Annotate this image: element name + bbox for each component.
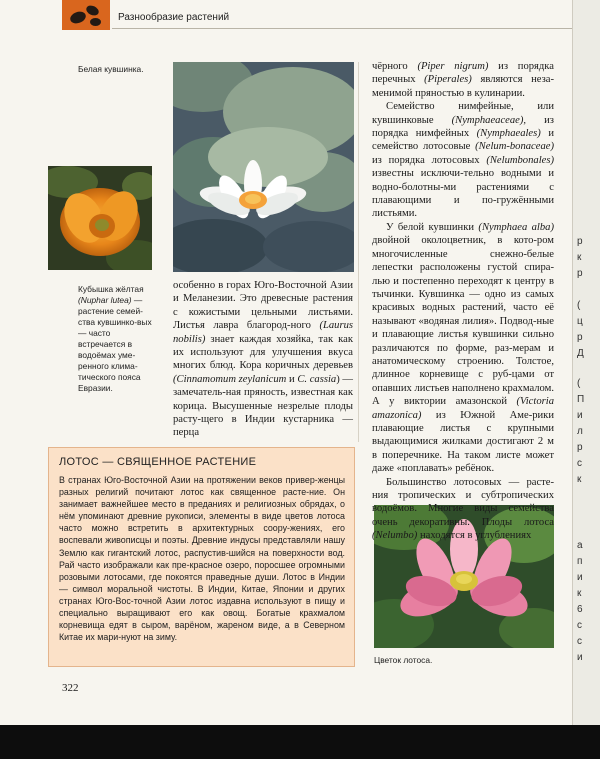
text-run: из порядка перечных [372,61,554,86]
fragment: и [577,572,583,583]
text-run: чёрного [372,61,418,72]
text-run: и [286,373,298,385]
fragment: и [577,652,583,663]
page-number: 322 [62,682,79,694]
right-text-column [372,60,554,543]
fragment: р [577,268,583,279]
text-run-italic: (Nymphaeales) [476,128,541,140]
caption-run: — растение семей-ства кувшинко-вых — часто встречается в водоёмах уме-ренного клима-тического пояса Евразии. [78,295,152,393]
text-run-italic: (Nelum-bonaceae) [475,141,554,153]
fragment: п [577,556,583,567]
paragraph [173,279,353,440]
fragment: с [577,620,582,631]
middle-text-column [173,279,353,440]
sidebar-body: В странах Юго-Восточной Азии на протяжении веков привер-женцы разных религий почитают лотос как священное расте-ние. Он занимает важнейшее место в преданиях и религиозных обрядах, о нём упоминают древние рукописи, элементы в виде цветов лотоса часто можно встретить в архитектурных соору-жениях, его воспевали живописцы и поэты. Древние индусы представляли нашу Землю как гигантский лотос, распустив-шийся на поверхности вод. Рай часто изображали как пре-красное озеро, поросшее огромными розовыми лотосами, где покоятся праведные души. Лотос в Индии — символ моральной чистоты. В Индии, Китае, Японии и других странах Юго-Вос-точной Азии лотос издавна используют в пищу и специально выращивают его как овощ. Богатые крахмалом корневища едят в сыром, варёном, жареном виде, а в Северном Китае их мари-нуют на зиму. [59,475,345,643]
fragment: л [577,426,583,437]
chapter-title: Разнообразие растений [118,12,230,23]
text-run-italic: C. cassia [297,373,337,385]
text-run: знает каждая хозяйка, так как их используют для улучшения вкуса многих блюд. Кора коричных деревьев [173,333,353,372]
white-water-lily-photo [173,62,354,272]
text-run: известны исключи-тельно водными и водно-болотны-ми растениями с плавающими и по-гружёнными листьями. [372,168,554,220]
text-run-italic: (Nymphaea alba) [478,221,554,233]
text-run-italic: (Piperales) [424,74,472,86]
fragment: к [577,252,582,263]
header-rule [112,28,572,29]
text-run: Семейство нимфейные, или кувшинковые [372,101,554,126]
text-run: находятся в углублениях [417,530,532,542]
text-run: и семейство лотосовые [372,128,555,153]
text-run-italic: (Nelumbo) [372,530,418,542]
text-run: У белой кувшинки [386,221,479,233]
scan-edge [0,725,600,759]
text-run: ) — замечатель-ная пряность, известная как корица. Высушенные незрелые плоды расту-щего в Индии кустарника — перца [173,373,353,439]
seed-icon [69,10,88,26]
text-run: из порядка лотосовых [372,154,487,166]
yellow-lily-caption [78,284,158,394]
fragment: к [577,474,582,485]
text-run: двойной околоцветник, в кото-ром многочисленные снежно-белые лепестки расположены густой спира-лью и постепенно переходят к центру в тычинки. Кувшинка — одно из самых красивых водных растений, часто её называют «водяная лилия». Подвод-ные и плавающие листья кувшинки сильно различаются по форме, раз-мерам и анатомическому строению. Толстое, длинное корневище с руб-цами от опавших листьев наполнено крахмалом. А у виктории амазонской [372,235,554,408]
text-run: из Южной Аме-рики плавающие листья с крупными выдающимися жилками достигают 2 м в поперечнике. На таком листе может даже «поплавать» ребёнок. [372,409,554,475]
text-run-italic: (Nelumbonales) [486,154,554,166]
fragment: ( [577,378,581,389]
fragment: р [577,332,583,343]
text-run-italic: (Piper nigrum) [417,61,489,72]
lotus-caption: Цветок лотоса. [374,655,433,665]
column-divider [358,62,359,442]
fragment: р [577,442,583,453]
text-run-italic: (Nymphaeaceae), [451,114,527,126]
fragment: с [577,636,582,647]
paragraph [372,476,554,543]
paragraph [372,100,554,221]
white-lily-caption: Белая кувшинка. [78,64,144,74]
caption-run: Кубышка жёлтая [78,284,144,294]
fragment: Д [577,348,584,359]
fragment: ( [577,300,581,311]
text-run: являются неза-менимой пряностью в кулинарии. [372,74,555,99]
seed-icon [85,4,101,18]
caption-run-italic: (Nuphar lutea) [78,295,132,305]
fragment: р [577,236,583,247]
text-run-italic: (Cinnamomum zeylanicum [173,373,287,385]
sidebar-title: ЛОТОС — СВЯЩЕННОЕ РАСТЕНИЕ [59,456,257,468]
fragment: 6 [577,604,583,615]
text-run: из порядка нимфейных [372,114,554,140]
seed-icon [90,18,101,26]
fragment: с [577,458,582,469]
fragment: П [577,394,585,405]
chapter-tab [62,0,110,30]
paragraph [372,60,554,100]
paragraph [372,221,554,476]
adjacent-page-edge [572,0,600,725]
text-run-italic: (Laurus nobilis) [173,320,353,345]
fragment: ц [577,316,583,327]
text-run: Большинство лотосовых — расте-ния тропических и субтропических водоёмов. Многие виды семейства очень декоративны. Плоды лотоса [372,476,554,528]
yellow-water-lily-photo [48,166,152,270]
fragment: а [577,540,583,551]
text-run-italic: (Victoria amazonica) [372,396,554,421]
fragment: и [577,410,583,421]
text-run: особенно в горах Юго-Восточной Азии и Меланезии. Это древесные растения с кожистыми цельными листьями. Листья лавра благород-ного [173,280,353,332]
lotus-sidebar-box [48,447,355,667]
fragment: к [577,588,582,599]
